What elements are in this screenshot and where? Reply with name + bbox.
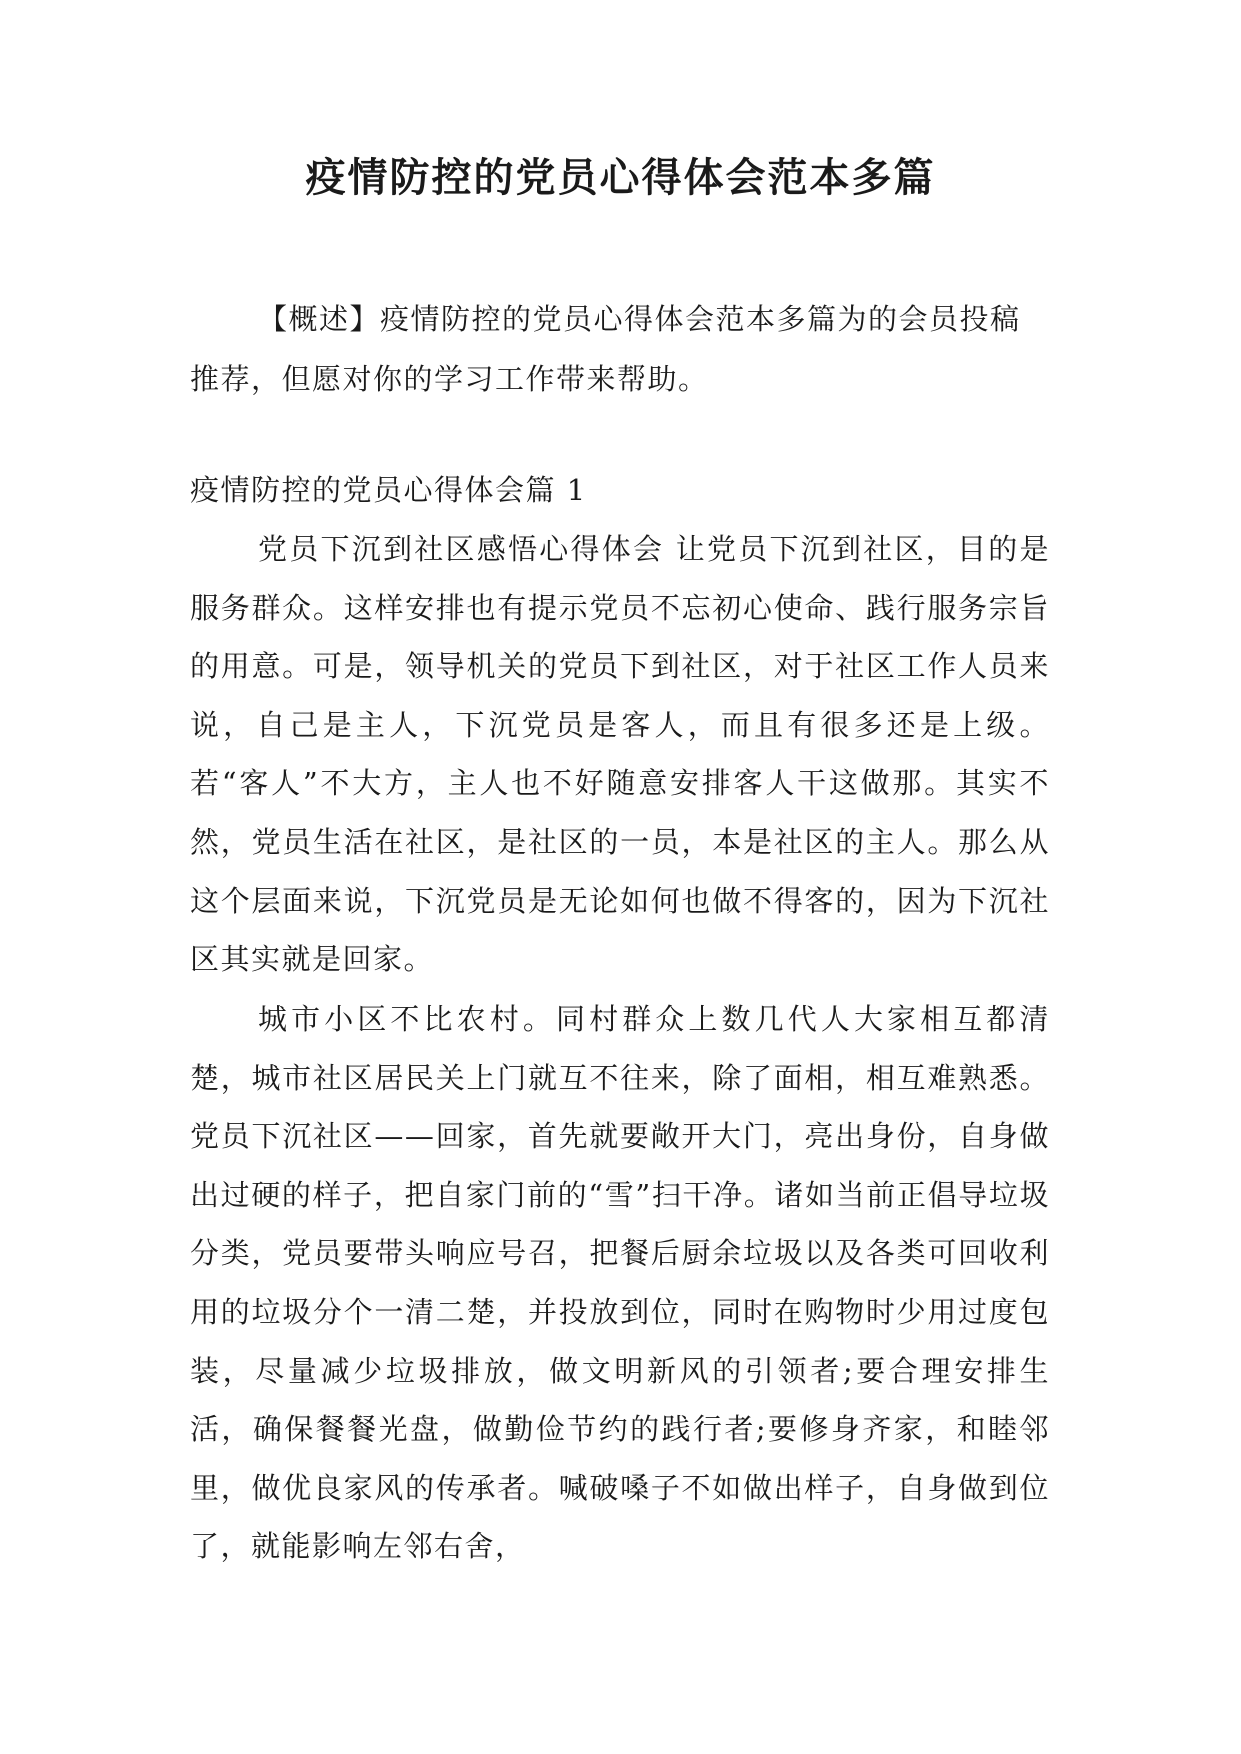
body-paragraph-2: 城市小区不比农村。同村群众上数几代人大家相互都清楚，城市社区居民关上门就互不往来，除了面相，相互难熟悉。党员下沉社区——回家，首先就要敞开大门，亮出身份，自身做出过硬的样子，把自家门前的“雪”扫干净。诸如当前正倡导垃圾分类，党员要带头响应号召，把餐后厨余垃圾以及各类可回收利用的垃圾分个一清二楚，并投放到位，同时在购物时少用过度包装，尽量减少垃圾排放，做文明新风的引领者;要合理安排生活，确保餐餐光盘，做勤俭节约的践行者;要修身齐家，和睦邻里，做优良家风的传承者。喊破嗓子不如做出样子，自身做到位了，就能影响左邻右舍，	[190, 1002, 1050, 1564]
section-heading: 疫情防控的党员心得体会篇 1	[190, 473, 587, 507]
summary-paragraph: 【概述】疫情防控的党员心得体会范本多篇为的会员投稿推荐，但愿对你的学习工作带来帮助。	[190, 302, 1021, 396]
body-paragraph-1: 党员下沉到社区感悟心得体会 让党员下沉到社区，目的是服务群众。这样安排也有提示党员不忘初心使命、践行服务宗旨的用意。可是，领导机关的党员下到社区，对于社区工作人员来说，自己是主人，下沉党员是客人，而且有很多还是上级。若“客人”不大方，主人也不好随意安排客人干这做那。其实不然，党员生活在社区，是社区的一员，本是社区的主人。那么从这个层面来说，下沉党员是无论如何也做不得客的，因为下沉社区其实就是回家。	[190, 532, 1050, 977]
page-title: 疫情防控的党员心得体会范本多篇	[305, 155, 936, 201]
